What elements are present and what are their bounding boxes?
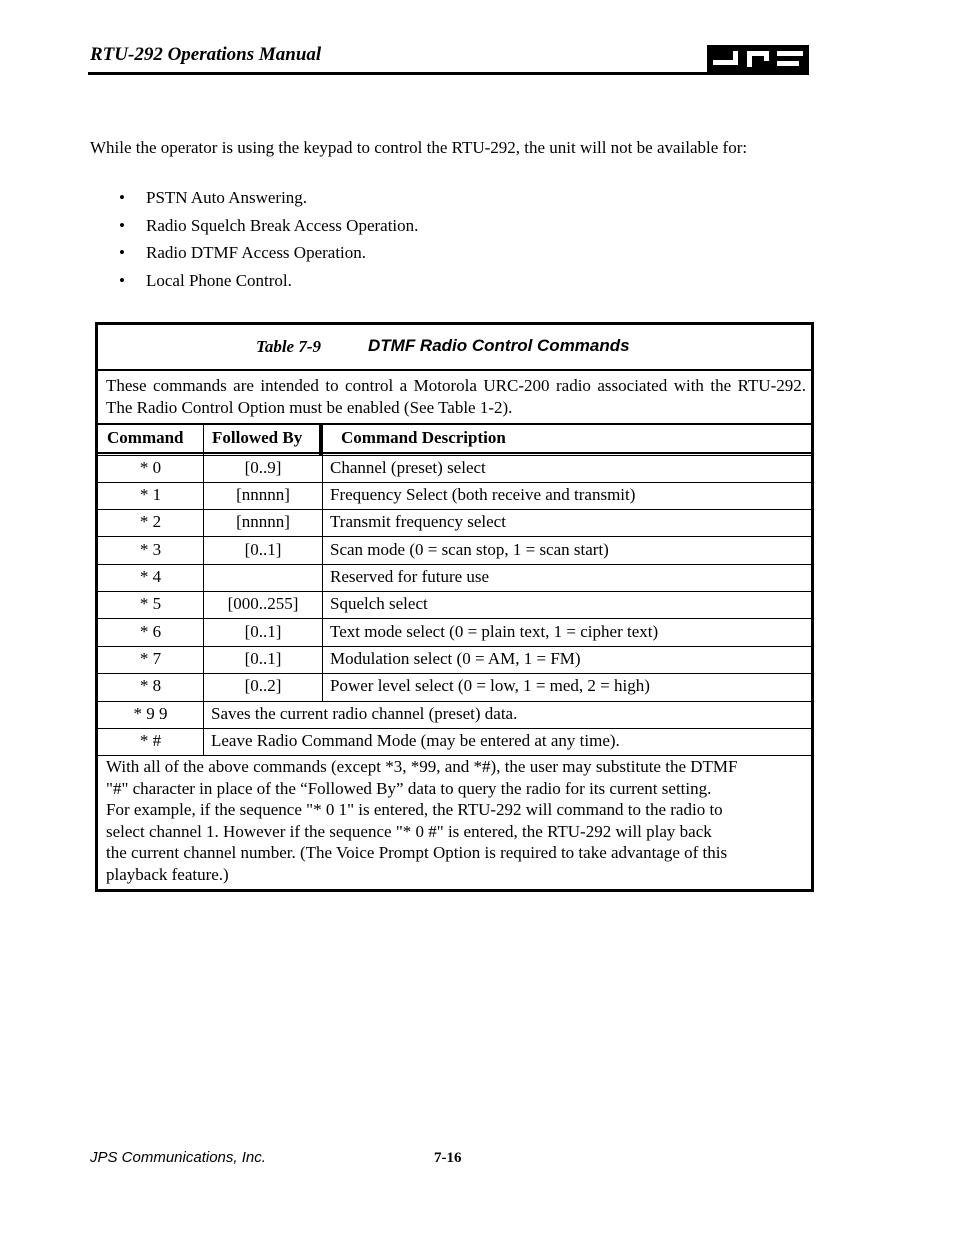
table-footnote xyxy=(106,756,806,886)
cell-command: * 5 xyxy=(139,594,162,613)
header-rule xyxy=(88,72,809,75)
column-divider xyxy=(319,425,322,455)
cell-followed-by: [0..9] xyxy=(244,458,282,477)
cell-command: * 7 xyxy=(139,649,162,668)
column-header-command: Command xyxy=(107,428,184,447)
cell-command: * 4 xyxy=(139,567,162,586)
footnote-line: "#" character in place of the “Followed By” data to query the radio for its current setting. xyxy=(106,778,712,798)
list-item: • Radio Squelch Break Access Operation. xyxy=(146,214,418,242)
cell-command: * 0 xyxy=(139,458,162,477)
cell-description: Frequency Select (both receive and transmit) xyxy=(330,485,636,504)
cell-description: Text mode select (0 = plain text, 1 = cipher text) xyxy=(330,622,659,641)
manual-title: RTU-292 Operations Manual xyxy=(90,44,322,65)
footnote-line: select channel 1. However if the sequence "* 0 #" is entered, the RTU-292 will play back xyxy=(106,821,712,841)
table-number: Table 7-9 xyxy=(256,337,322,356)
cell-command: * 9 9 xyxy=(133,704,168,723)
cell-description: Modulation select (0 = AM, 1 = FM) xyxy=(330,649,581,668)
footnote-line: With all of the above commands (except *3, *99, and *#), the user may substitute the DTMF xyxy=(106,757,738,776)
cell-followed-by: [000..255] xyxy=(227,594,299,613)
table-note: These commands are intended to control a Motorola URC-200 radio associated with the RTU-292. The Radio Control Option must be enabled (See Table 1-2). xyxy=(106,376,806,417)
cell-description: Leave Radio Command Mode (may be entered at any time). xyxy=(211,731,620,750)
dtmf-command-table xyxy=(95,322,814,892)
cell-command: * 6 xyxy=(139,622,162,641)
cell-command: * 2 xyxy=(139,512,162,531)
list-item: • Radio DTMF Access Operation. xyxy=(146,241,418,269)
footnote-line: the current channel number. (The Voice Prompt Option is required to take advantage of this xyxy=(106,843,728,863)
cell-followed-by: [nnnnn] xyxy=(236,485,290,504)
column-header-followed-by: Followed By xyxy=(212,428,303,447)
cell-followed-by: [0..1] xyxy=(244,622,282,641)
list-item: • PSTN Auto Answering. xyxy=(146,186,418,214)
cell-followed-by: [0..2] xyxy=(244,676,282,695)
footnote-line: playback feature.) xyxy=(106,864,229,884)
cell-description: Scan mode (0 = scan stop, 1 = scan start) xyxy=(330,540,609,559)
cell-followed-by xyxy=(204,563,322,590)
table-caption xyxy=(98,325,811,371)
column-header-description: Command Description xyxy=(341,428,506,447)
cell-command: * # xyxy=(139,731,162,750)
cell-command: * 8 xyxy=(139,676,162,695)
table-title: DTMF Radio Control Commands xyxy=(368,336,630,355)
intro-paragraph: While the operator is using the keypad to control the RTU-292, the unit will not be available for: xyxy=(90,138,748,157)
cell-followed-by: [0..1] xyxy=(244,649,282,668)
footnote-line: For example, if the sequence "* 0 1" is entered, the RTU-292 will command to the radio to xyxy=(106,800,723,820)
cell-description: Power level select (0 = low, 1 = med, 2 = high) xyxy=(330,676,650,695)
page-number: 7-16 xyxy=(434,1150,462,1166)
cell-command: * 1 xyxy=(139,485,162,504)
list-item: • Local Phone Control. xyxy=(146,269,418,297)
cell-description: Reserved for future use xyxy=(330,567,490,586)
cell-description: Channel (preset) select xyxy=(330,458,486,477)
bullet-list xyxy=(146,186,418,296)
footer-company: JPS Communications, Inc. xyxy=(90,1149,266,1166)
jps-logo-icon xyxy=(707,45,809,72)
cell-description: Squelch select xyxy=(330,594,428,613)
cell-followed-by: [0..1] xyxy=(244,540,282,559)
cell-description: Saves the current radio channel (preset) data. xyxy=(211,704,518,723)
cell-followed-by: [nnnnn] xyxy=(236,512,290,531)
cell-command: * 3 xyxy=(139,540,162,559)
cell-description: Transmit frequency select xyxy=(330,512,506,531)
